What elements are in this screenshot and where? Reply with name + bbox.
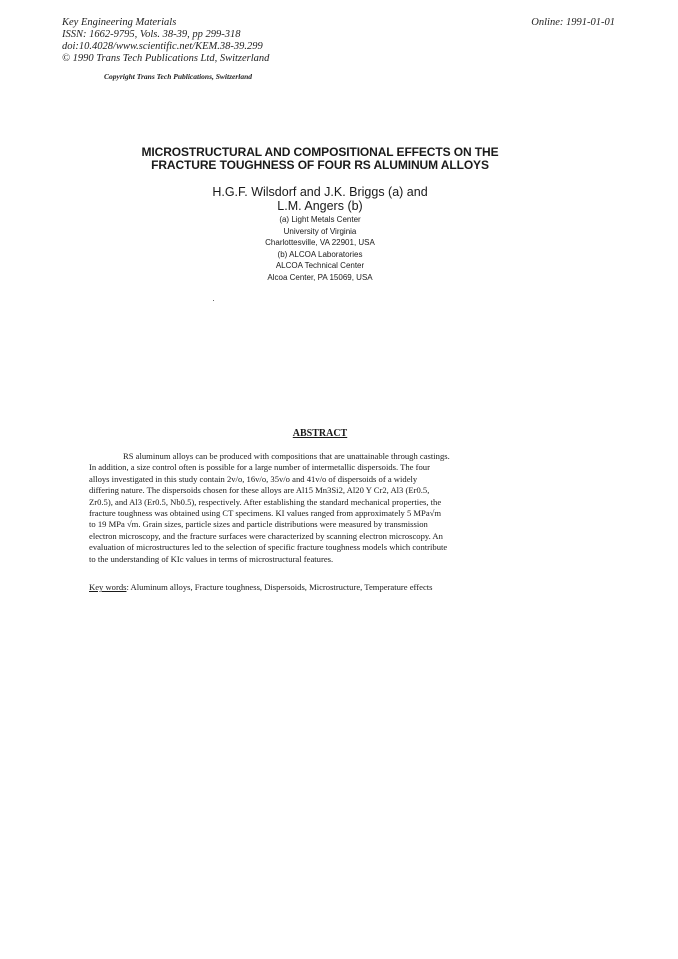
authors-line-2: L.M. Angers (b) (277, 199, 363, 213)
journal-name: Key Engineering Materials (62, 17, 177, 28)
online-date: Online: 1991-01-01 (531, 17, 615, 28)
affiliation-line: (b) ALCOA Laboratories (277, 249, 363, 259)
journal-header (62, 17, 269, 65)
abstract-line: evaluation of microstructures led to the selection of specific fracture toughness models which contribute (89, 542, 448, 553)
abstract-line: fracture toughness was obtained using CT specimens. KI values ranged from approximately 5 MPa√m (89, 507, 442, 518)
abstract-body (89, 451, 552, 565)
keywords-colon: : (126, 582, 131, 592)
abstract-line: electron microscopy, and the fracture surfaces were characterized by scanning electron microscopy. An (89, 530, 443, 541)
abstract-line: Zr0.5), and Al3 (Er0.5, Nb0.5), respectively. After establishing the standard mechanical properties, the (89, 496, 442, 507)
abstract-line: alloys investigated in this study contain 2v/o, 16v/o, 35v/o and 41v/o of dispersoids of a widely (89, 473, 418, 484)
title-line-2: FRACTURE TOUGHNESS OF FOUR RS ALUMINUM ALLOYS (151, 158, 489, 172)
copyright-line: © 1990 Trans Tech Publications Ltd, Switzerland (62, 53, 270, 64)
affiliation-line: ALCOA Technical Center (275, 261, 365, 271)
paper-title (60, 146, 580, 172)
abstract-heading: ABSTRACT (292, 428, 348, 439)
keywords-label: Key words (89, 582, 127, 592)
doi-line: doi:10.4028/www.scientific.net/KEM.38-39.299 (62, 41, 263, 52)
affiliation-line: Charlottesville, VA 22901, USA (265, 238, 375, 248)
copyright-stamp: Copyright Trans Tech Publications, Switzerland (104, 72, 253, 81)
author-list (60, 185, 580, 213)
affiliation-line: Alcoa Center, PA 15069, USA (267, 272, 373, 282)
affiliation-line: University of Virginia (283, 226, 357, 236)
keywords-line (89, 582, 433, 592)
abstract-line: to 19 MPa √m. Grain sizes, particle sizes and particle distributions were measured by transmission (89, 519, 428, 530)
abstract-line: differing nature. The dispersoids chosen for these alloys are Al15 Mn3Si2, Al20 Y Cr2, Al3 (Er0.5, (89, 485, 430, 496)
abstract-line: to the understanding of KIc values in terms of microstructural features. (89, 553, 334, 564)
abstract-line: In addition, a size control often is possible for a large number of intermetallic dispersoids. The four (89, 462, 430, 473)
scan-speck (213, 300, 214, 301)
issn-line: ISSN: 1662-9795, Vols. 38-39, pp 299-318 (62, 29, 241, 40)
abstract-line: RS aluminum alloys can be produced with compositions that are unattainable through castings. (123, 451, 450, 461)
affiliations (60, 214, 580, 284)
keywords-text: Aluminum alloys, Fracture toughness, Dispersoids, Microstructure, Temperature effects (130, 582, 433, 592)
authors-line-1: H.G.F. Wilsdorf and J.K. Briggs (a) and (212, 185, 428, 199)
affiliation-line: (a) Light Metals Center (279, 215, 361, 224)
title-line-1: MICROSTRUCTURAL AND COMPOSITIONAL EFFECTS ON THE (141, 145, 499, 159)
